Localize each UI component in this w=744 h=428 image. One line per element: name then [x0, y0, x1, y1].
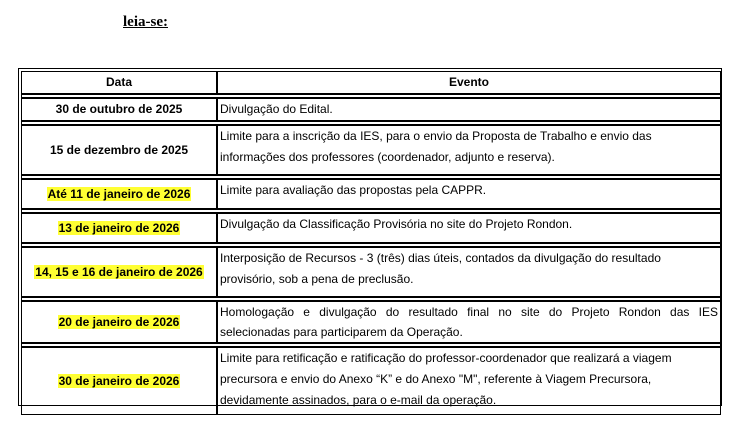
- row-event: Interposição de Recursos - 3 (três) dias úteis, contados da divulgação do resultado provisório, sob a pena de preclusão.: [217, 247, 721, 297]
- row-event: Divulgação da Classificação Provisória no site do Projeto Rondon.: [217, 213, 721, 243]
- row-event: Limite para a inscrição da IES, para o envio da Proposta de Trabalho e envio das informações dos professores (coordenador, adjunto e reserva).: [217, 125, 721, 175]
- table-header-row: [21, 71, 721, 94]
- row-date: [21, 301, 217, 343]
- table-row: [21, 98, 721, 121]
- highlighted-date: 13 de janeiro de 2026: [58, 220, 180, 235]
- highlighted-date: Até 11 de janeiro de 2026: [47, 186, 191, 201]
- row-date: [21, 179, 217, 209]
- row-event: Limite para avaliação das propostas pela CAPPR.: [217, 179, 721, 209]
- row-date: [21, 213, 217, 243]
- table-row: [21, 347, 721, 415]
- row-date: [21, 247, 217, 297]
- highlighted-date: 20 de janeiro de 2026: [58, 314, 180, 329]
- table-row: [21, 301, 721, 343]
- row-event: Limite para retificação e ratificação do professor-coordenador que realizará a viagem precursora e envio do Anexo “K” e do Anexo "M", referente à Viagem Precursora, devidamente assinados, para o e-mail da operação.: [217, 347, 721, 415]
- highlighted-date: 14, 15 e 16 de janeiro de 2026: [35, 264, 203, 279]
- schedule-table: [21, 71, 721, 415]
- header-event: Evento: [217, 71, 721, 94]
- row-event: Homologação e divulgação do resultado final no site do Projeto Rondon das IES selecionadas para participarem da Operação.: [217, 301, 721, 343]
- row-date: 30 de outubro de 2025: [21, 98, 217, 121]
- table-row: [21, 247, 721, 297]
- table-row: [21, 179, 721, 209]
- row-date: [21, 347, 217, 415]
- highlighted-date: 30 de janeiro de 2026: [58, 373, 180, 388]
- table-row: [21, 213, 721, 243]
- row-event: Divulgação do Edital.: [217, 98, 721, 121]
- table-row: [21, 125, 721, 175]
- row-date: 15 de dezembro de 2025: [21, 125, 217, 175]
- page-heading: leia-se:: [123, 14, 168, 30]
- header-date: Data: [21, 71, 217, 94]
